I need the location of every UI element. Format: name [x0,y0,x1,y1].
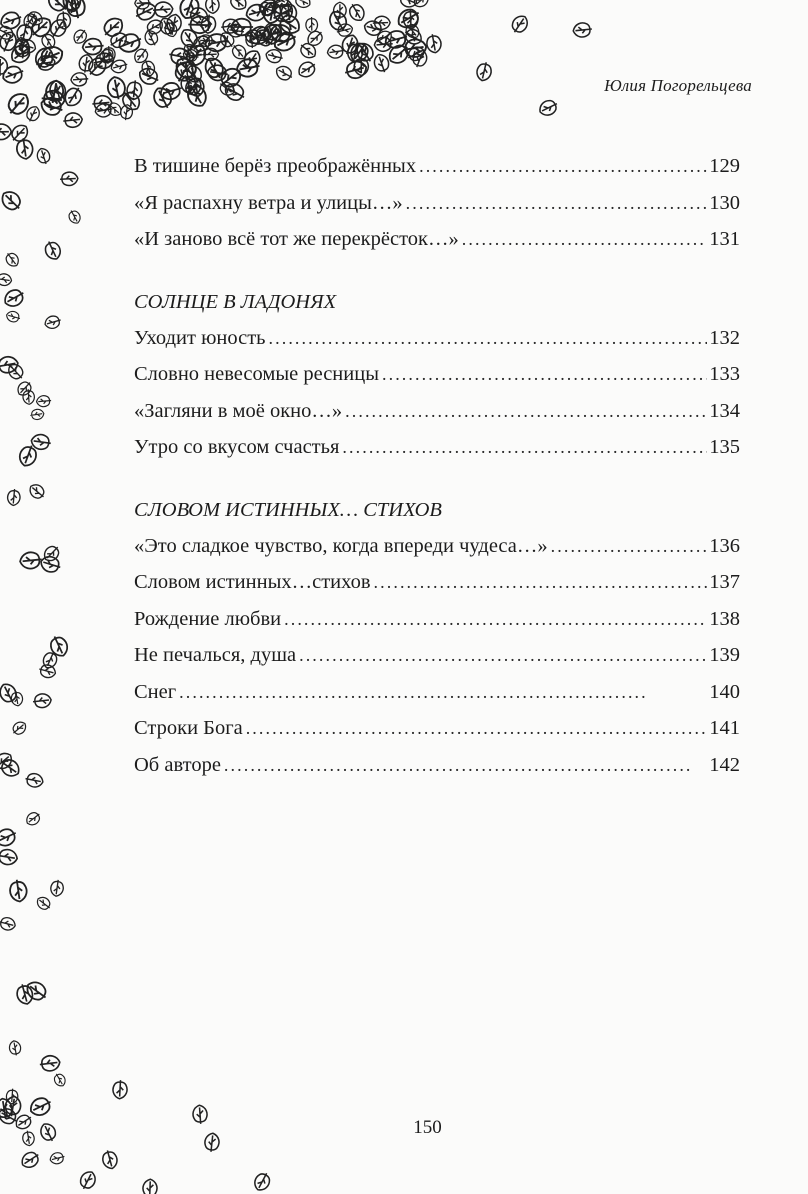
leaf-icon [50,879,65,897]
leaf-icon [84,54,109,80]
leaf-icon [24,104,42,124]
leaf-icon [45,0,72,15]
leaf-icon [227,23,245,38]
leaf-icon [0,273,12,287]
leaf-icon [475,61,493,82]
leaf-icon [261,0,282,25]
leaf-icon [78,54,94,74]
leaf-icon [5,361,26,382]
leaf-icon [178,26,201,51]
leaf-icon [252,24,272,43]
leaf-icon [182,75,204,99]
dot-leader [374,564,708,601]
section-heading: СЛОВОМ ИСТИННЫХ… СТИХОВ [134,498,442,521]
leaf-icon [386,41,413,67]
toc-entry-page: 133 [709,363,740,385]
leaf-icon [39,1055,61,1072]
section-heading: СОЛНЦЕ В ЛАДОНЯХ [134,290,337,313]
leaf-icon [4,1095,22,1117]
leaf-icon [30,408,45,420]
leaf-icon [395,5,423,31]
leaf-icon [65,0,87,20]
dot-leader [284,601,707,638]
leaf-icon [35,55,56,72]
leaf-icon [49,1151,66,1165]
leaf-icon [0,57,7,76]
leaf-icon [0,24,15,42]
leaf-icon [19,551,42,569]
leaf-icon [411,48,430,69]
toc-entry-title: «Загляни в моё окно…» [134,399,343,422]
dot-leader [224,747,707,784]
leaf-icon [21,10,40,30]
leaf-icon [190,33,213,55]
leaf-icon [220,18,240,34]
leaf-icon [372,52,391,74]
leaf-icon [153,1,174,17]
leaf-icon [292,0,312,10]
leaf-icon [340,33,361,57]
leaf-icon [257,0,280,20]
leaf-icon [231,19,253,36]
leaf-icon [44,79,65,104]
leaf-icon [296,59,319,81]
leaf-icon [7,488,21,506]
leaf-icon [573,22,593,38]
leaf-icon [24,809,43,827]
leaf-icon [178,73,199,96]
toc-entry [134,674,740,711]
dot-leader [551,528,708,565]
toc-entry-page: 130 [709,191,740,214]
leaf-icon [5,310,21,324]
leaf-icon [32,693,52,708]
leaf-icon [27,14,55,41]
leaf-icon [92,51,115,70]
leaf-icon [63,0,81,13]
leaf-icon [27,1094,54,1118]
leaf-icon [405,44,426,63]
leaf-icon [253,26,277,50]
leaf-icon [182,41,210,70]
leaf-icon [306,17,318,33]
leaf-icon [41,543,62,564]
leaf-icon [63,112,83,128]
leaf-icon [202,48,219,61]
dot-leader [406,185,708,222]
leaf-icon [110,58,129,74]
toc-entry-title: Об авторе [134,753,221,776]
leaf-icon [119,88,144,113]
toc-entry [134,564,740,601]
leaf-icon [244,29,264,45]
leaf-icon [222,80,248,104]
toc-entry-title: Снег [134,680,177,703]
toc-entry-page: 129 [709,155,740,177]
leaf-icon [0,188,25,214]
leaf-icon [47,633,70,659]
toc-entry-page: 137 [709,571,740,593]
leaf-icon [24,772,44,788]
leaf-icon [182,48,200,63]
leaf-icon [346,1,367,24]
leaf-icon [252,1170,273,1193]
toc-entry [134,601,740,638]
leaf-icon [235,57,261,78]
leaf-icon [227,0,250,13]
leaf-icon [246,32,259,49]
leaf-icon [0,9,24,31]
leaf-icon [187,5,210,26]
leaf-icon [43,314,62,330]
leaf-icon [374,37,393,52]
leaf-icon [0,848,18,866]
leaf-icon [15,137,33,160]
leaf-icon [297,40,319,61]
toc-entry-title: «И заново всё тот же перекрёсток…» [134,228,459,250]
leaf-icon [204,32,229,53]
leaf-icon [4,89,33,119]
leaf-icon [274,63,295,83]
leaf-icon [3,250,21,269]
leaf-icon [39,554,63,574]
leaf-icon [66,208,82,225]
leaf-icon [402,26,425,47]
toc-entry [134,747,740,784]
leaf-icon [168,47,192,67]
leaf-icon [280,2,297,23]
leaf-icon [113,1080,128,1099]
leaf-icon [397,0,419,10]
leaf-icon [246,22,273,48]
leaf-icon [60,172,79,186]
leaf-icon [133,0,159,23]
leaf-icon [36,395,52,407]
leaf-icon [92,95,113,111]
toc-entry [134,637,740,674]
leaf-icon [47,16,69,40]
leaf-icon [150,85,174,112]
toc-entry-page: 139 [709,644,740,666]
leaf-icon [326,8,350,34]
leaf-icon [143,1179,158,1194]
toc-entry-title: Словно невесомые ресницы [134,363,379,385]
leaf-icon [363,19,384,37]
leaf-icon [137,66,161,88]
leaf-icon [140,58,157,77]
toc-section-slovom [134,492,740,784]
leaf-icon [402,38,427,59]
toc-top-group [134,148,740,258]
leaf-icon [0,681,20,706]
leaf-icon [71,27,89,46]
leaf-icon [172,58,197,85]
leaf-icon [184,81,210,109]
toc-entry [134,148,740,185]
leaf-icon [30,433,51,450]
leaf-icon [537,97,560,118]
running-header-author: Юлия Погорельцева [604,76,752,95]
toc-entry-title: Словом истинных…стихов [134,571,371,593]
dot-leader [299,637,707,674]
leaf-icon [100,14,127,41]
leaf-icon [17,443,39,468]
toc-entry [134,320,740,357]
dot-leader [382,356,707,393]
leaf-icon [353,40,376,65]
leaf-icon [6,1088,18,1104]
dot-leader [342,429,707,466]
leaf-icon [354,57,368,76]
toc-entry-title: «Это сладкое чувство, когда впереди чудеса…» [134,534,548,557]
leaf-icon [334,2,347,19]
leaf-icon [0,750,15,773]
leaf-icon [184,63,204,85]
leaf-icon [0,63,25,85]
toc-entry [134,356,740,393]
leaf-icon [216,64,244,91]
leaf-icon [103,46,116,63]
toc-entry-title: Утро со вкусом счастья [134,436,340,458]
leaf-icon [52,1071,68,1088]
leaf-icon [188,16,210,33]
leaf-icon [201,14,216,34]
leaf-icon [27,482,48,502]
leaf-icon [35,147,52,166]
leaf-icon [343,59,368,80]
leaf-icon [229,42,249,62]
leaf-icon [270,1,296,25]
leaf-icon [305,28,326,49]
leaf-icon [39,31,58,51]
leaf-icon [403,21,422,41]
leaf-icon [82,38,104,56]
leaf-icon [425,33,442,54]
toc-entry-page: 142 [709,753,740,776]
page-number: 150 [413,1117,442,1138]
leaf-icon [120,104,134,121]
toc-entry [134,393,740,430]
leaf-icon [202,55,227,82]
leaf-icon [347,39,372,65]
leaf-icon [10,719,29,737]
leaf-icon [15,982,35,1005]
toc-entry-title: «Я распахну ветра и улицы…» [134,191,403,214]
leaf-icon [132,46,151,66]
leaf-icon [177,0,202,21]
leaf-icon [159,80,184,101]
leaf-icon [48,79,67,102]
leaf-icon [71,72,89,86]
leaf-icon [10,690,23,706]
leaf-icon [38,663,57,679]
toc-entry [134,221,740,258]
toc-entry-title: В тишине берёз преображённых [134,155,417,177]
leaf-icon [35,895,53,913]
toc-entry-page: 135 [709,436,740,458]
leaf-icon [15,379,34,399]
leaf-icon [271,29,299,55]
leaf-icon [163,20,179,38]
dot-leader [179,674,707,711]
leaf-icon [134,0,150,9]
leaf-icon [57,11,71,30]
leaf-icon [0,826,19,849]
leaf-icon [198,35,214,47]
leaf-icon [39,95,65,118]
leaf-icon [0,756,22,780]
leaf-icon [37,44,65,69]
toc-entry-page: 136 [709,534,740,557]
dot-leader [246,710,708,747]
leaf-icon [9,879,28,903]
leaf-icon [157,16,177,38]
leaf-icon [142,28,160,48]
leaf-icon [259,21,286,49]
dot-leader [345,393,707,430]
leaf-icon [244,2,268,23]
toc-entry-title: Не печалься, душа [134,644,297,666]
leaf-icon [272,0,293,15]
leaf-icon [0,355,19,374]
leaf-icon [19,1149,42,1171]
leaf-icon [42,239,63,262]
leaf-icon [107,30,129,51]
leaf-icon [346,41,364,63]
leaf-icon [256,0,275,17]
toc-entry-page: 134 [709,399,740,422]
toc-entry [134,185,740,222]
leaf-icon [116,31,144,55]
leaf-icon [0,29,19,54]
leaf-icon [41,90,65,109]
toc-entry-page: 132 [709,326,740,349]
leaf-icon [374,28,394,47]
toc-entry-page: 138 [709,607,740,630]
table-of-contents [134,148,740,783]
leaf-icon [262,22,280,43]
leaf-icon [62,84,86,109]
leaf-icon [165,13,182,34]
leaf-icon [411,0,431,10]
toc-entry-title: Рождение любви [134,607,282,630]
leaf-icon [8,41,34,66]
leaf-icon [265,48,285,64]
toc-entry-title: Строки Бога [134,717,243,739]
toc-entry [134,429,740,466]
toc-section-solntse [134,284,740,466]
toc-entry-title: Уходит юность [134,326,266,349]
leaf-icon [24,9,44,28]
leaf-icon [105,100,124,119]
leaf-icon [240,47,263,71]
leaf-icon [275,11,303,37]
leaf-icon [217,79,237,98]
leaf-icon [187,75,206,98]
leaf-icon [126,80,142,101]
leaf-icon [205,0,219,14]
leaf-icon [94,102,113,118]
toc-entry-page: 131 [709,228,740,250]
dot-leader [462,221,708,258]
leaf-icon [327,44,346,59]
leaf-icon [384,28,410,50]
leaf-icon [65,0,79,14]
leaf-icon [218,30,238,50]
leaf-icon [509,13,531,36]
leaf-icon [373,16,391,30]
leaf-icon [2,286,27,309]
toc-entry-page: 141 [709,717,740,739]
leaf-icon [32,45,56,72]
leaf-icon [17,37,37,55]
leaf-icon [23,978,50,1004]
leaf-icon [403,9,418,29]
leaf-icon [172,54,201,83]
leaf-icon [41,649,60,670]
leaf-icon [101,1149,119,1171]
dot-leader [419,148,707,185]
leaf-icon [8,1040,21,1056]
leaf-icon [106,75,127,100]
leaf-icon [207,64,229,82]
leaf-icon [181,41,201,61]
leaf-icon [144,17,166,37]
leaf-icon [269,23,294,43]
leaf-icon [15,22,33,44]
toc-entry [134,710,740,747]
leaf-icon [77,1169,98,1192]
leaf-icon [0,124,11,140]
leaf-icon [0,916,17,932]
leaf-icon [272,0,291,9]
toc-entry-page: 140 [709,680,740,703]
leaf-icon [96,46,116,66]
leaf-icon [335,22,353,38]
toc-entry [134,528,740,565]
leaf-icon [22,389,34,405]
dot-leader [269,320,708,357]
leaf-icon [8,122,31,145]
leaf-icon [14,37,30,57]
leaf-icon [15,39,30,59]
